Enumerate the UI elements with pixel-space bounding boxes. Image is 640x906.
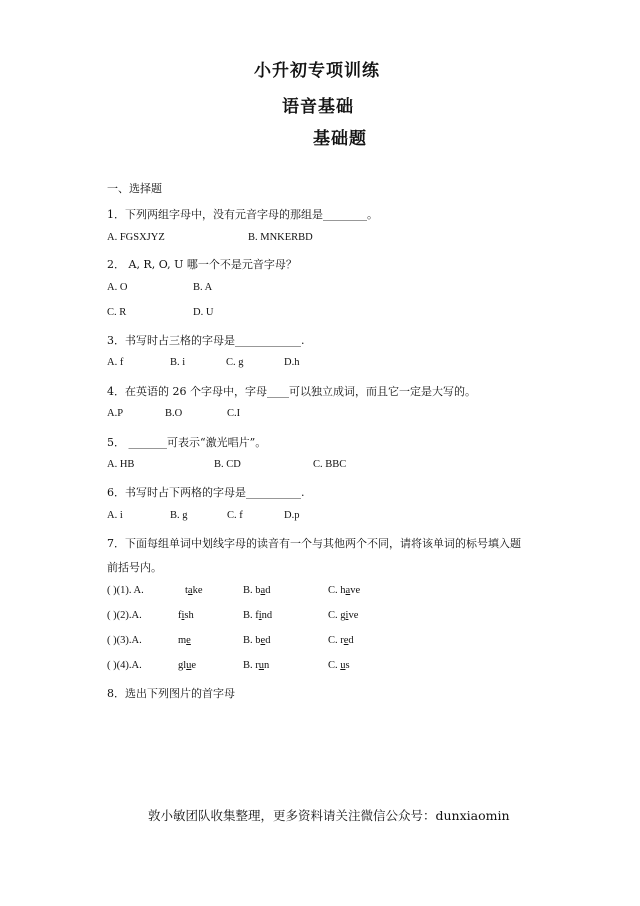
question-6: 6．书写时占下两格的字母是__________.: [107, 486, 305, 499]
q6-option-b: B. g: [170, 510, 188, 521]
q4-option-c: C.I: [227, 408, 241, 419]
question-7-continued: 前括号内。: [107, 561, 162, 574]
q7-row-1-option-c: C. have: [328, 585, 361, 596]
question-2: 2． A, R, O, U 哪一个不是元音字母？: [107, 258, 297, 271]
q7-row-1-blank: ( )(1). A.: [107, 585, 144, 596]
question-5: 5． _______可表示“激光唱片”。: [107, 436, 267, 449]
q2-option-a: A. O: [107, 282, 128, 293]
q4-option-b: B.O: [165, 408, 183, 419]
doc-title: 小升初专项训练: [254, 61, 380, 81]
q3-option-c: C. g: [226, 357, 244, 368]
q3-option-a: A. f: [107, 357, 124, 368]
question-3: 3．书写时占三格的字母是____________.: [107, 334, 305, 347]
q2-option-c: C. R: [107, 307, 127, 318]
q7-row-3-option-c: C. red: [328, 635, 354, 646]
q7-row-2-option-a: fish: [178, 610, 194, 621]
q5-option-c: C. BBC: [313, 459, 347, 470]
q1-option-b: B. MNKERBD: [248, 232, 313, 243]
q7-row-3-option-b: B. bed: [243, 635, 271, 646]
q7-row-4-option-a: glue: [178, 660, 197, 671]
q7-row-2-option-c: C. give: [328, 610, 359, 621]
q7-row-4-blank: ( )(4).A.: [107, 660, 142, 671]
q2-option-d: D. U: [193, 307, 214, 318]
q3-option-b: B. i: [170, 357, 186, 368]
q7-row-2-option-b: B. find: [243, 610, 273, 621]
question-8: 8．选出下列图片的首字母: [107, 687, 235, 700]
question-1: 1．下列两组字母中，没有元音字母的那组是________。: [107, 208, 378, 221]
q1-option-a: A. FGSXJYZ: [107, 232, 165, 243]
q4-option-a: A.P: [107, 408, 124, 419]
question-4: 4．在英语的 26 个字母中，字母____可以独立成词，而且它一定是大写的。: [107, 385, 476, 398]
q7-row-1-option-b: B. bad: [243, 585, 271, 596]
q6-option-d: D.p: [284, 510, 300, 521]
q7-row-1-option-a: take: [185, 585, 203, 596]
q7-row-4-option-b: B. run: [243, 660, 270, 671]
doc-level: 基础题: [313, 129, 367, 149]
q6-option-c: C. f: [227, 510, 243, 521]
q7-row-3-blank: ( )(3).A.: [107, 635, 142, 646]
q2-option-b: B. A: [193, 282, 213, 293]
q7-row-4-option-c: C. us: [328, 660, 350, 671]
footer-note: 敦小敏团队收集整理，更多资料请关注微信公众号：dunxiaomin: [148, 808, 510, 823]
section-heading: 一、选择题: [107, 182, 162, 195]
doc-subtitle: 语音基础: [282, 97, 354, 117]
q5-option-b: B. CD: [214, 459, 241, 470]
q7-row-3-option-a: me: [178, 635, 191, 646]
q7-row-2-blank: ( )(2).A.: [107, 610, 142, 621]
q3-option-d: D.h: [284, 357, 300, 368]
question-7: 7．下面每组单词中划线字母的读音有一个与其他两个不同，请将该单词的标号填入题: [107, 537, 521, 550]
q5-option-a: A. HB: [107, 459, 135, 470]
q6-option-a: A. i: [107, 510, 123, 521]
